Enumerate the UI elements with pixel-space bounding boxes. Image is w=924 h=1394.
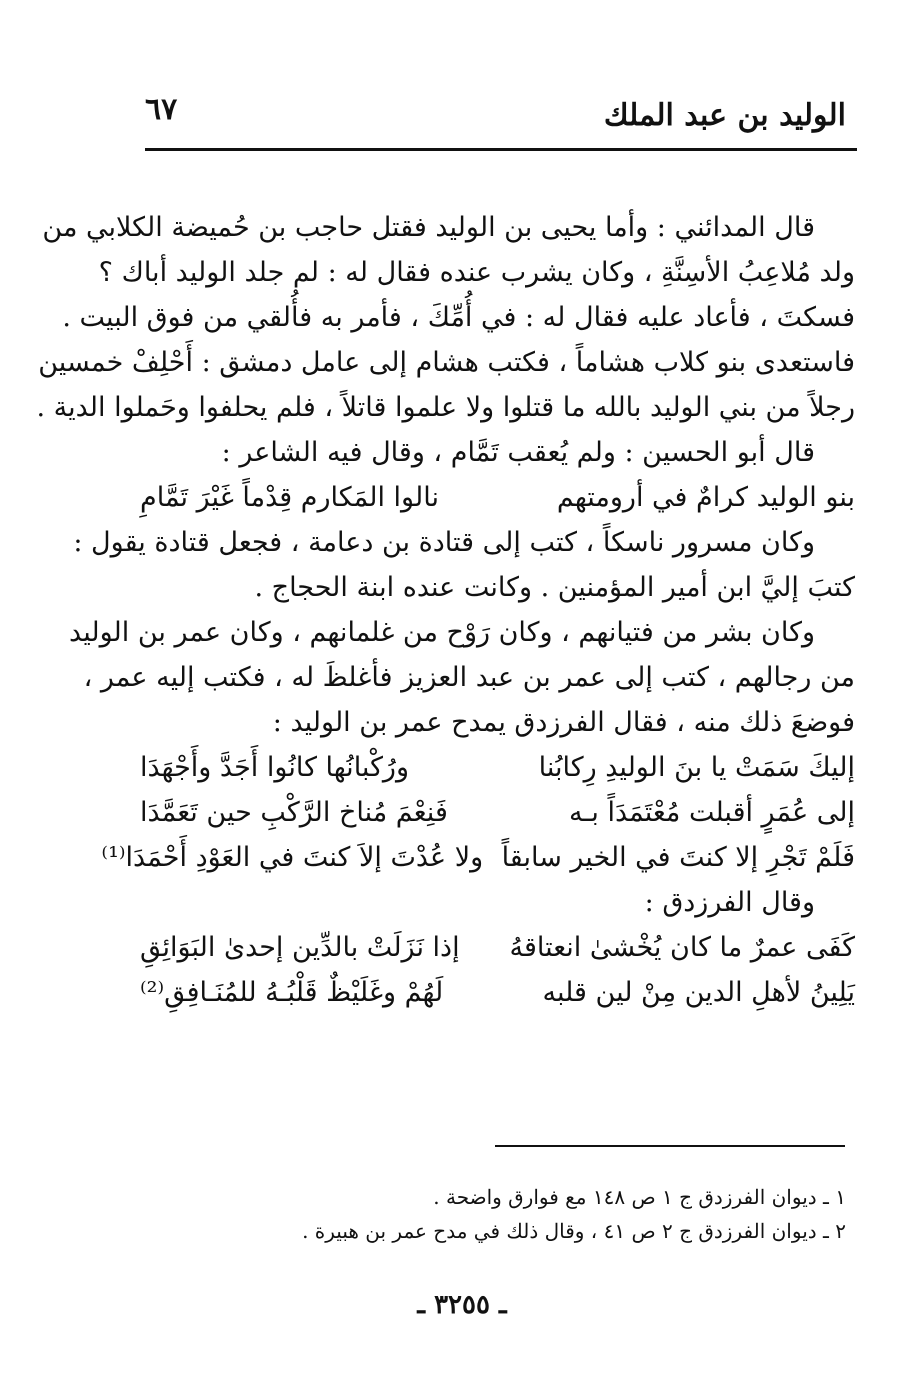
text-line: من رجالهم ، كتب إلى عمر بن عبد العزيز فأغلظَ له ، فكتب إليه عمر ، (83, 662, 855, 693)
verse-hemistich-second: لَهُمْ وغَلَيْظٌ قَلْبُـهُ للمُنَـافِقِ⁽²⁾ (140, 977, 444, 1008)
verse-hemistich-first: فَلَمْ تَجْرِ إلا كنتَ في الخير سابقاً (501, 842, 855, 873)
verse-hemistich-first: بنو الوليد كرامٌ في أرومتهم (556, 482, 855, 513)
header-rule (145, 148, 857, 151)
verse-hemistich-first: يَلِينُ لأهلِ الدين مِنْ لين قلبه (542, 977, 855, 1008)
text-line: فاستعدى بنو كلاب هشاماً ، فكتب هشام إلى عامل دمشق : أَحْلِفْ خمسين (38, 347, 855, 378)
verse-hemistich-second: ولا عُدْتَ إلاَ كنتَ في العَوْدِ أَحْمَدَا⁽¹⁾ (101, 842, 484, 873)
body-text (36, 205, 855, 1015)
text-line: وكان مسرور ناسكاً ، كتب إلى قتادة بن دعامة ، فجعل قتادة يقول : (73, 527, 815, 558)
verse-line (140, 745, 855, 790)
footnote-rule (495, 1145, 845, 1147)
verse-hemistich-second: فَنِعْمَ مُناخ الرَّكْبِ حين تَعَمَّدَا (140, 797, 448, 828)
footnote-2: ٢ ـ ديوان الفرزدق ج ٢ ص ٤١ ، وقال ذلك في مدح عمر بن هبيرة . (302, 1219, 846, 1243)
footnotes (146, 1180, 846, 1248)
verse-line (140, 790, 855, 835)
verse-hemistich-second: إذا نَزَلَتْ بالدِّين إحدىٰ البَوَائِقِ (140, 932, 460, 963)
verse-line (140, 475, 855, 520)
verse-line (140, 925, 855, 970)
verse-hemistich-first: إليكَ سَمَتْ يا بنَ الوليدِ رِكابُنا (538, 752, 855, 783)
text-line: فسكتَ ، فأعاد عليه فقال له : في أُمِّكَ ، فأمر به فأُلقي من فوق البيت . (62, 302, 855, 333)
verse-hemistich-first: كَفَى عمرٌ ما كان يُخْشىٰ انعتاقهُ (509, 932, 855, 963)
verse-line (140, 970, 855, 1015)
verse-hemistich-second: ورُكْبانُها كانُوا أَجَدَّ وأَجْهَدَا (140, 752, 409, 783)
verse-line (101, 835, 855, 880)
verse-intro: وقال الفرزدق : (644, 887, 815, 918)
verse-hemistich-first: إلى عُمَرٍ أقبلت مُعْتَمَدَاً بـه (568, 797, 855, 828)
verse-hemistich-second: نالوا المَكارم قِدْماً غَيْرَ تَمَّامِ (140, 482, 439, 513)
text-line: كتبَ إليَّ ابن أمير المؤمنين . وكانت عنده ابنة الحجاج . (254, 572, 855, 603)
text-line: رجلاً من بني الوليد بالله ما قتلوا ولا علموا قاتلاً ، فلم يحلفوا وحَملوا الدية . (36, 392, 855, 423)
footnote-1: ١ ـ ديوان الفرزدق ج ١ ص ١٤٨ مع فوارق واضحة . (433, 1185, 846, 1209)
running-title: الوليد بن عبد الملك (603, 98, 846, 133)
text-line: ولد مُلاعِبُ الأسِنَّةِ ، وكان يشرب عنده فقال له : لم جلد الوليد أباك ؟ (98, 257, 855, 288)
text-line: فوضعَ ذلك منه ، فقال الفرزدق يمدح عمر بن الوليد : (272, 707, 855, 738)
text-line: قال أبو الحسين : ولم يُعقب تَمَّام ، وقال فيه الشاعر : (221, 437, 815, 468)
page-number-bottom: ـ ٣٢٥٥ ـ (417, 1290, 507, 1320)
text-line: وكان بشر من فتيانهم ، وكان رَوْح من غلمانهم ، وكان عمر بن الوليد (69, 617, 815, 648)
page-number-top: ٦٧ (145, 92, 178, 127)
text-line: قال المدائني : وأما يحيى بن الوليد فقتل حاجب بن حُميضة الكلابي من (42, 212, 815, 243)
